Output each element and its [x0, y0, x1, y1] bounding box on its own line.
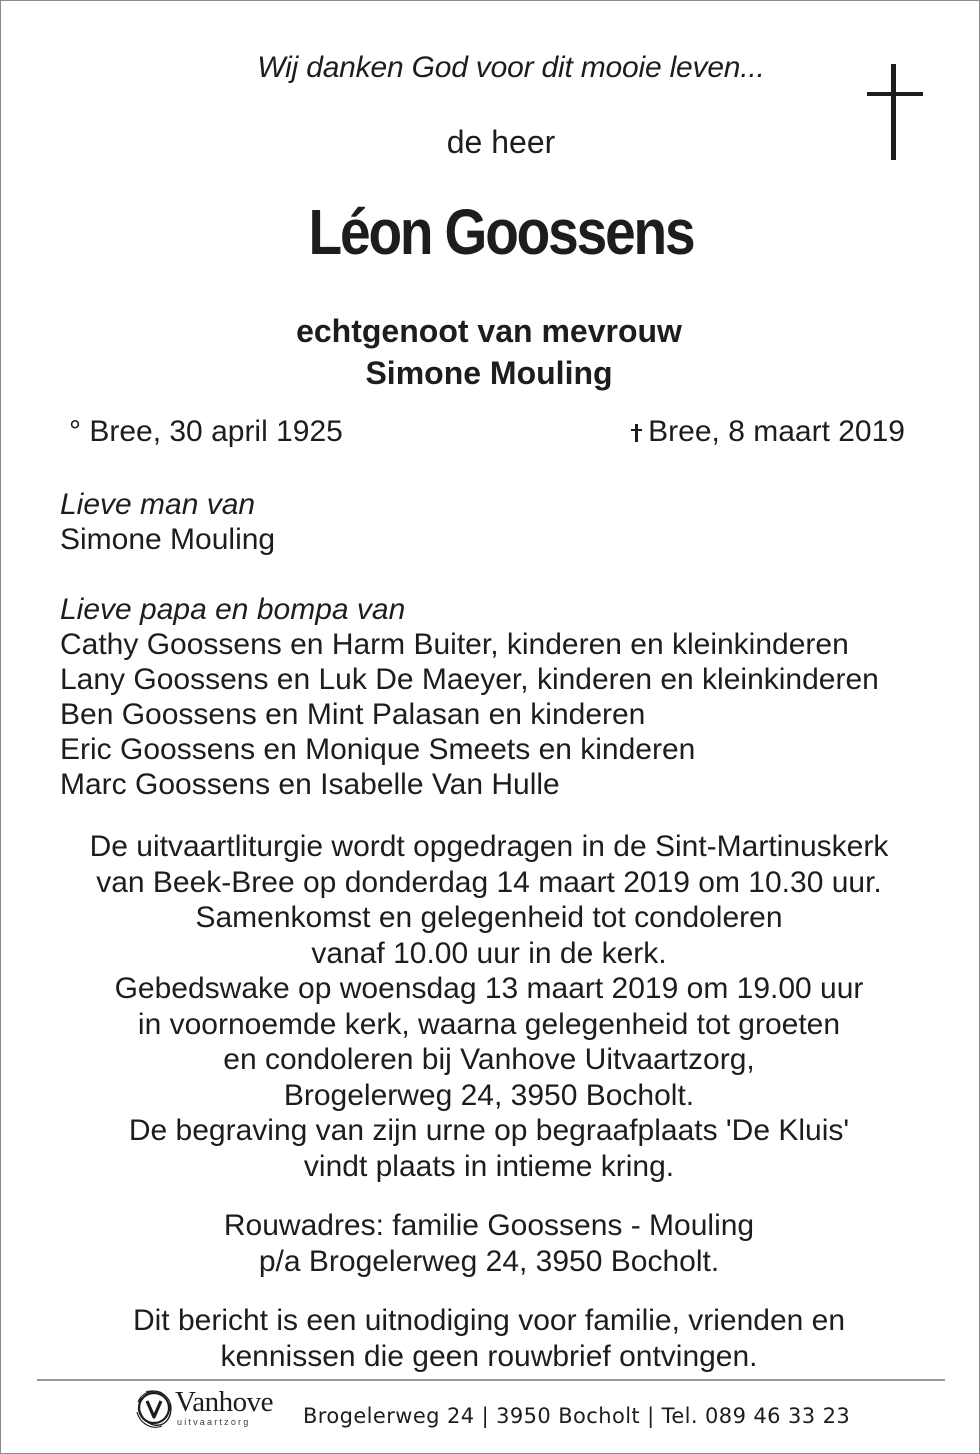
salutation: de heer: [446, 124, 556, 160]
child-line: Ben Goossens en Mint Palasan en kinderen: [60, 698, 646, 731]
service-line: in voornoemde kerk, waarna gelegenheid tot groeten: [137, 1007, 841, 1041]
child-line: Lany Goossens en Luk De Maeyer, kinderen en kleinkinderen: [60, 663, 879, 696]
opening-quote: Wij danken God voor dit mooie leven...: [257, 51, 765, 84]
invitation-line: kennissen die geen rouwbrief ontvingen.: [220, 1340, 758, 1373]
service-details: [1, 829, 977, 1184]
child-line: Eric Goossens en Monique Smeets en kinderen: [60, 733, 696, 766]
spouse-intro: echtgenoot van mevrouw: [296, 313, 682, 349]
service-line: van Beek-Bree op donderdag 14 maart 2019 om 10.30 uur.: [96, 865, 882, 899]
service-line: Brogelerweg 24, 3950 Bocholt.: [283, 1078, 695, 1112]
service-line: De begraving van zijn urne op begraafplaats 'De Kluis': [128, 1114, 850, 1147]
funeral-home-contact: Brogelerweg 24 | 3950 Bocholt | Tel. 089 46 33 23: [303, 1404, 851, 1428]
husband-heading: Lieve man van: [60, 488, 256, 521]
invitation-line: Dit bericht is een uitnodiging voor familie, vrienden en: [132, 1304, 846, 1337]
footer-divider: [37, 1379, 945, 1381]
address-line: p/a Brogelerweg 24, 3950 Bocholt.: [258, 1245, 720, 1278]
service-line: vindt plaats in intieme kring.: [303, 1149, 675, 1183]
spouse-name: Simone Mouling: [365, 355, 613, 391]
parent-heading: Lieve papa en bompa van: [60, 593, 406, 626]
child-line: Cathy Goossens en Harm Buiter, kinderen en kleinkinderen: [60, 628, 849, 661]
birth-date: ° Bree, 30 april 1925: [69, 415, 343, 448]
address-line: Rouwadres: familie Goossens - Mouling: [223, 1209, 755, 1242]
service-line: en condoleren bij Vanhove Uitvaartzorg,: [223, 1043, 755, 1076]
husband-of: Simone Mouling: [60, 523, 276, 556]
service-line: De uitvaartliturgie wordt opgedragen in de Sint-Martinuskerk: [89, 830, 889, 863]
service-line: vanaf 10.00 uur in de kerk.: [311, 936, 667, 970]
mourning-address: [1, 1208, 977, 1280]
death-cross-icon: [631, 424, 642, 442]
spouse-block: [1, 310, 977, 394]
death-date-line: [631, 415, 905, 449]
service-line: Samenkomst en gelegenheid tot condoleren: [195, 901, 783, 934]
family-section: [60, 487, 879, 802]
logo-subtitle: uitvaartzorg: [177, 1417, 251, 1427]
vanhove-logo-icon: [132, 1386, 176, 1430]
death-date: Bree, 8 maart 2019: [648, 415, 905, 448]
child-line: Marc Goossens en Isabelle Van Hulle: [60, 768, 560, 801]
logo-wordmark: Vanhove: [175, 1386, 273, 1418]
invitation-note: [1, 1303, 977, 1375]
deceased-name: Léon Goossens: [308, 196, 694, 268]
service-line: Gebedswake op woensdag 13 maart 2019 om 19.00 uur: [114, 972, 864, 1005]
